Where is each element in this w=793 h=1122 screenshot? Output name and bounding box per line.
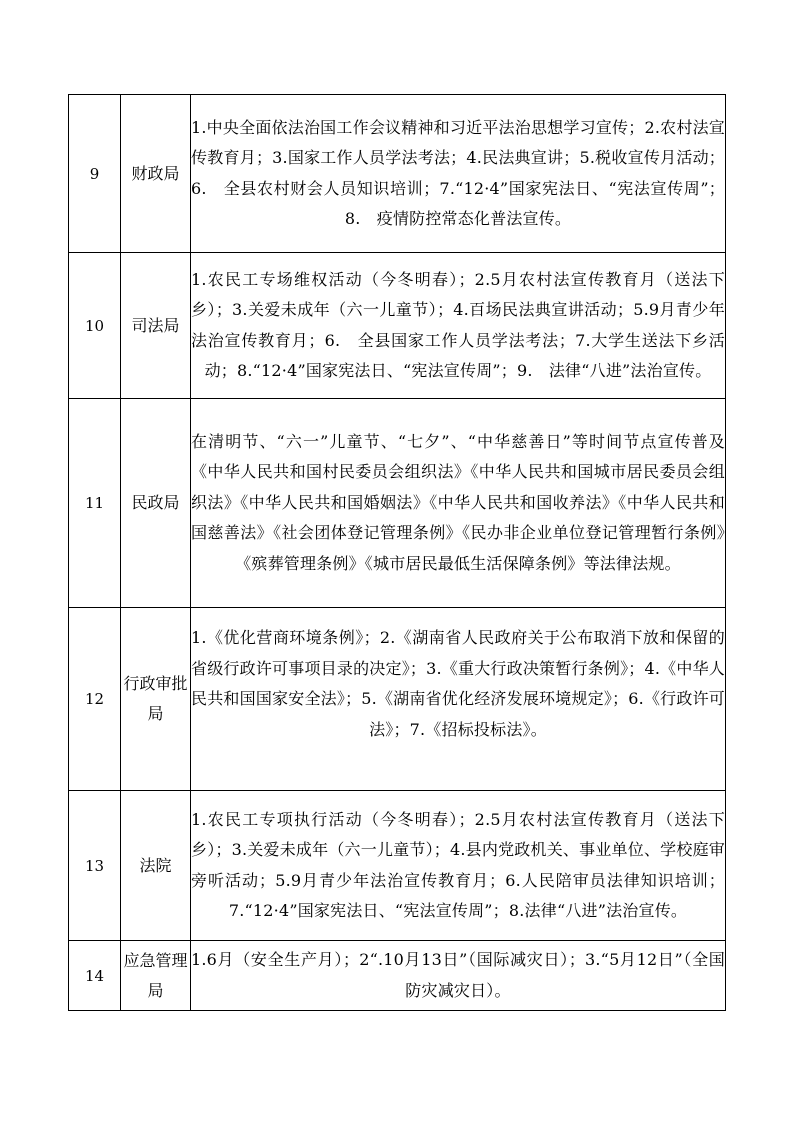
department-name: 财政局 <box>121 95 191 253</box>
row-number: 13 <box>69 791 121 941</box>
publicity-plan-table <box>68 94 726 1011</box>
activity-content: 1.农民工专场维权活动（今冬明春）；2.5月农村法宣传教育月（送法下乡）；3.关爱未成年（六一儿童节）；4.百场民法典宣讲活动；5.9月青少年法治宣传教育月；6. 全县国家工作人员学法考法；7.大学生送法下乡活动；8.“12·4”国家宪法日、“宪法宣传周”；9. 法律“八进”法治宣传。 <box>191 253 726 399</box>
table-row <box>69 941 726 1011</box>
department-name: 司法局 <box>121 253 191 399</box>
table-row <box>69 399 726 608</box>
department-name: 应急管理局 <box>121 941 191 1011</box>
table-row <box>69 95 726 253</box>
activity-content: 1.中央全面依法治国工作会议精神和习近平法治思想学习宣传；2.农村法宣传教育月；3.国家工作人员学法考法；4.民法典宣讲；5.税收宣传月活动；6. 全县农村财会人员知识培训；7.“12·4”国家宪法日、“宪法宣传周”；8. 疫情防控常态化普法宣传。 <box>191 95 726 253</box>
row-number: 10 <box>69 253 121 399</box>
department-name: 行政审批局 <box>121 608 191 791</box>
activity-content: 在清明节、“六一”儿童节、“七夕”、“中华慈善日”等时间节点宣传普及《中华人民共和国村民委员会组织法》《中华人民共和国城市居民委员会组织法》《中华人民共和国婚姻法》《中华人民共和国收养法》《中华人民共和国慈善法》《社会团体登记管理条例》《民办非企业单位登记管理暂行条例》《殡葬管理条例》《城市居民最低生活保障条例》等法律法规。 <box>191 399 726 608</box>
activity-content: 1.农民工专项执行活动（今冬明春）；2.5月农村法宣传教育月（送法下乡）；3.关爱未成年（六一儿童节）；4.县内党政机关、事业单位、学校庭审旁听活动；5.9月青少年法治宣传教育月；6.人民陪审员法律知识培训；7.“12·4”国家宪法日、“宪法宣传周”；8.法律“八进”法治宣传。 <box>191 791 726 941</box>
department-name: 法院 <box>121 791 191 941</box>
row-number: 11 <box>69 399 121 608</box>
row-number: 14 <box>69 941 121 1011</box>
table-row <box>69 608 726 791</box>
table-row <box>69 253 726 399</box>
department-name: 民政局 <box>121 399 191 608</box>
table-row <box>69 791 726 941</box>
activity-content: 1.《优化营商环境条例》；2.《湖南省人民政府关于公布取消下放和保留的省级行政许可事项目录的决定》；3.《重大行政决策暂行条例》；4.《中华人民共和国国家安全法》；5.《湖南省优化经济发展环境规定》；6.《行政许可法》；7.《招标投标法》。 <box>191 608 726 791</box>
row-number: 12 <box>69 608 121 791</box>
activity-content: 1.6月（安全生产月）；2“.10月13日”（国际减灾日）；3.“5月12日”（全国防灾减灾日）。 <box>191 941 726 1011</box>
row-number: 9 <box>69 95 121 253</box>
